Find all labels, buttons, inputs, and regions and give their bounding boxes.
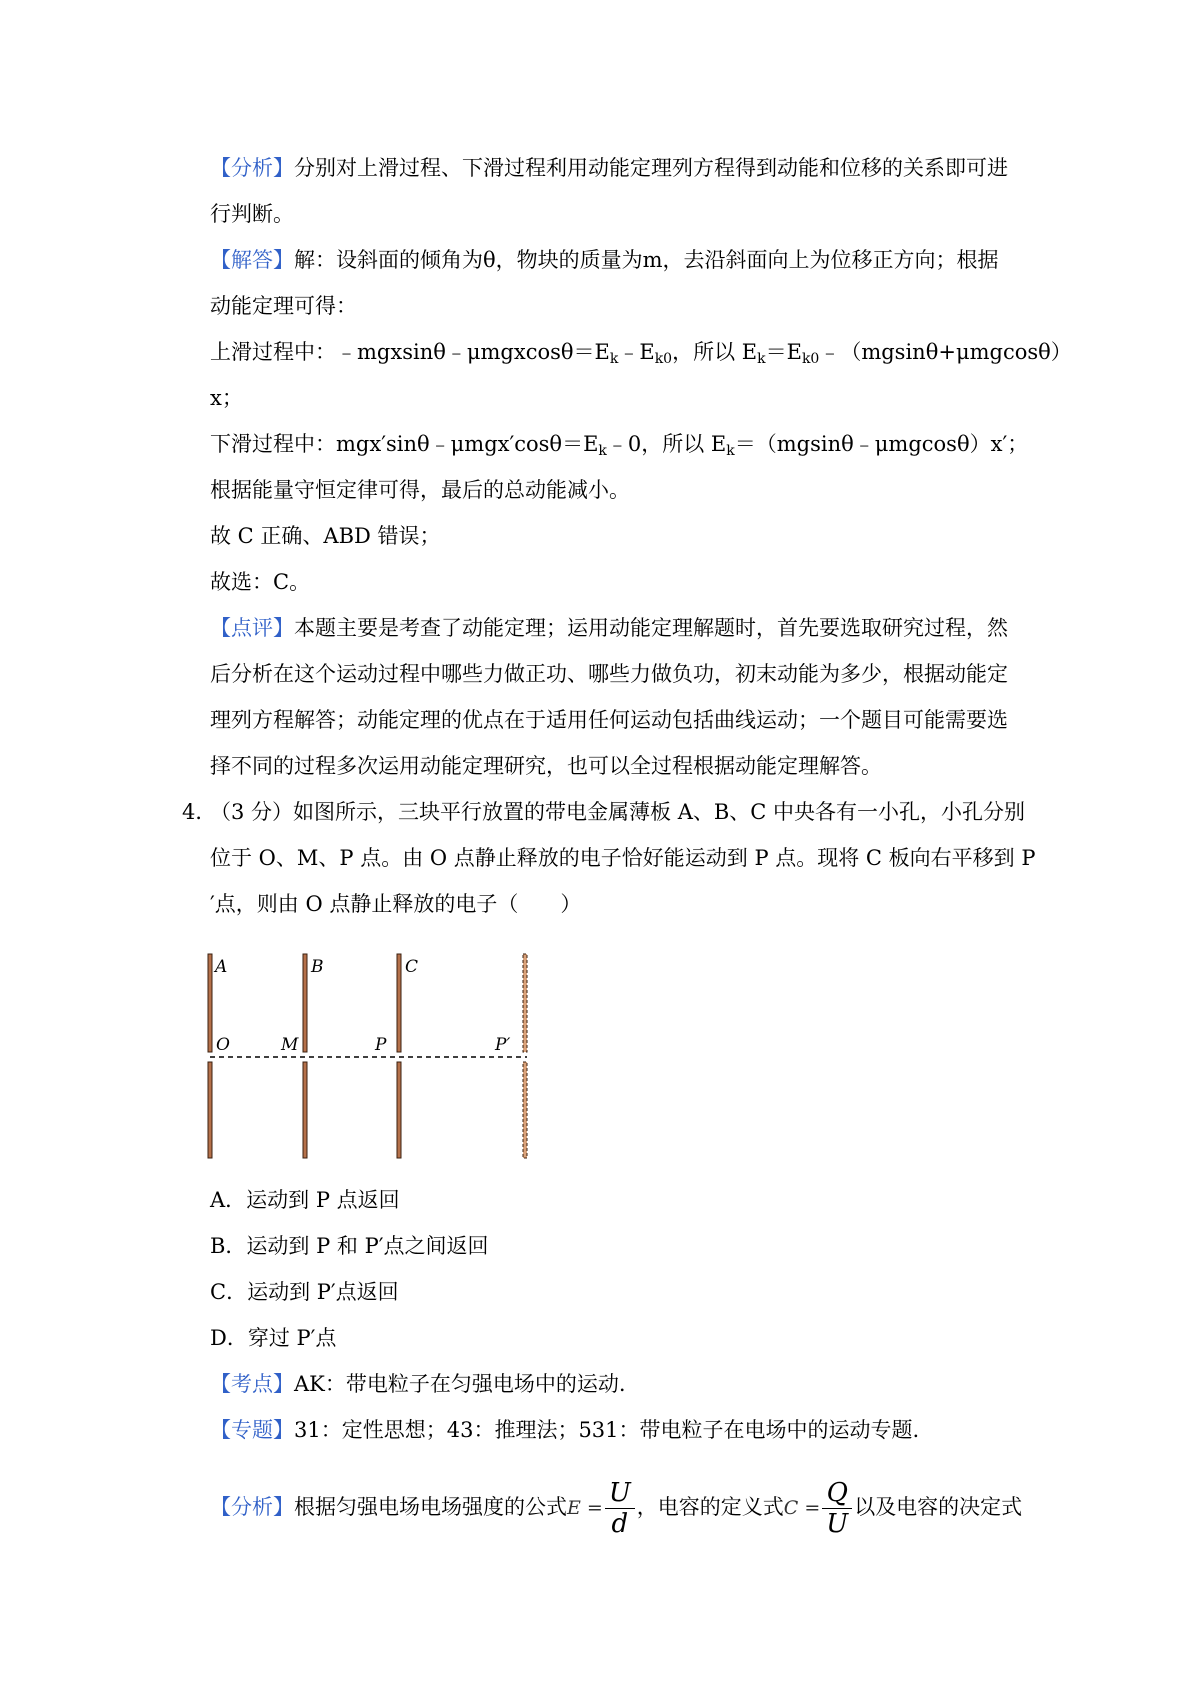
upslide-equation bbox=[210, 337, 1072, 367]
question-number: 4． bbox=[182, 800, 217, 824]
fraction-numerator: U bbox=[605, 1478, 635, 1509]
comment-line-2: 后分析在这个运动过程中哪些力做正功、哪些力做负功，初末动能为多少，根据动能定 bbox=[210, 662, 1008, 686]
fraction-denominator: d bbox=[611, 1509, 629, 1539]
option-c: C．运动到 P′点返回 bbox=[210, 1280, 399, 1304]
question-line-1 bbox=[182, 797, 1026, 827]
plate-label-b: B bbox=[311, 957, 324, 977]
answer-line-1 bbox=[210, 245, 1020, 275]
subscript: k0 bbox=[801, 351, 820, 367]
answer-line-2: 动能定理可得： bbox=[210, 294, 357, 318]
conclusion-line: 故 C 正确、ABD 错误； bbox=[210, 524, 441, 548]
zhuanti-tag: 【专题】 bbox=[210, 1418, 294, 1442]
fenxi-text-3: 以及电容的决定式 bbox=[854, 1495, 1023, 1519]
option-a: A．运动到 P 点返回 bbox=[210, 1188, 400, 1212]
choice-line: 故选：C。 bbox=[210, 570, 311, 594]
analysis-line-2: 行判断。 bbox=[210, 202, 294, 226]
upslide-equation-cont: x； bbox=[210, 386, 243, 410]
plate-a bbox=[208, 954, 212, 1158]
zhuanti-line bbox=[210, 1415, 1020, 1445]
eq-part: ＝E bbox=[765, 340, 802, 364]
hole-label-m: M bbox=[281, 1035, 299, 1055]
fenxi-tag: 【分析】 bbox=[210, 1495, 294, 1519]
parallel-plates-figure bbox=[205, 952, 531, 1160]
plate-label-a: A bbox=[215, 957, 228, 977]
fenxi-text-2: ，电容的定义式 bbox=[636, 1495, 784, 1519]
eq-part: ﹣0，所以 E bbox=[606, 432, 727, 456]
fraction-denominator: U bbox=[826, 1509, 849, 1539]
comment-line-4: 择不同的过程多次运用动能定理研究，也可以全过程根据动能定理解答。 bbox=[210, 754, 882, 778]
question-line-3: ′点，则由 O 点静止释放的电子（ ） bbox=[210, 892, 582, 916]
analysis-line-1 bbox=[210, 153, 1020, 183]
kaodian-line bbox=[210, 1369, 1020, 1399]
fenxi-text-1: 根据匀强电场电场强度的公式 bbox=[294, 1495, 567, 1519]
comment-line-1 bbox=[210, 613, 1020, 643]
eq-part: ﹣（mgsinθ+μmgcosθ） bbox=[819, 340, 1072, 364]
question-text: （3 分）如图所示，三块平行放置的带电金属薄板 A、B、C 中央各有一小孔，小孔分别 bbox=[210, 800, 1026, 824]
subscript: k bbox=[609, 351, 619, 367]
analysis-text: 分别对上滑过程、下滑过程利用动能定理列方程得到动能和位移的关系即可进 bbox=[294, 156, 1008, 180]
formula-c-lhs: C = bbox=[783, 1497, 821, 1519]
subscript: k bbox=[757, 351, 766, 367]
option-d: D．穿过 P′点 bbox=[210, 1326, 337, 1350]
hole-label-o: O bbox=[216, 1035, 230, 1055]
subscript: k bbox=[598, 443, 607, 459]
eq-part: ﹣E bbox=[618, 340, 655, 364]
answer-text: 解：设斜面的倾角为θ，物块的质量为m，去沿斜面向上为位移正方向；根据 bbox=[294, 248, 999, 272]
subscript: k bbox=[726, 443, 735, 459]
downslide-equation bbox=[210, 429, 1029, 459]
plate-c-shifted bbox=[523, 954, 527, 1158]
eq-part: 下滑过程中：mgx′sinθ﹣μmgx′cosθ＝E bbox=[210, 432, 599, 456]
hole-label-p: P bbox=[375, 1035, 387, 1055]
hole-label-p-prime: P′ bbox=[495, 1035, 511, 1055]
comment-text: 本题主要是考查了动能定理；运用动能定理解题时，首先要选取研究过程，然 bbox=[294, 616, 1008, 640]
fraction-q-over-u bbox=[822, 1478, 852, 1539]
subscript: k0 bbox=[654, 351, 673, 367]
comment-line-3: 理列方程解答；动能定理的优点在于适用任何运动包括曲线运动；一个题目可能需要选 bbox=[210, 708, 1008, 732]
zhuanti-text: 31：定性思想；43：推理法；531：带电粒子在电场中的运动专题. bbox=[294, 1418, 920, 1442]
energy-conservation-line: 根据能量守恒定律可得，最后的总动能减小。 bbox=[210, 478, 630, 502]
comment-tag: 【点评】 bbox=[210, 616, 294, 640]
eq-part: ，所以 E bbox=[672, 340, 758, 364]
analysis-formula-line bbox=[210, 1472, 1023, 1543]
question-line-2: 位于 O、M、P 点。由 O 点静止释放的电子恰好能运动到 P 点。现将 C 板向右平移到 P bbox=[210, 846, 1036, 870]
plate-b bbox=[303, 954, 307, 1158]
eq-part: 上滑过程中：﹣mgxsinθ﹣μmgxcosθ＝E bbox=[210, 340, 610, 364]
fraction-numerator: Q bbox=[822, 1478, 852, 1509]
kaodian-text: AK：带电粒子在匀强电场中的运动. bbox=[294, 1372, 626, 1396]
fraction-u-over-d bbox=[605, 1478, 635, 1539]
formula-e-lhs: E = bbox=[567, 1497, 603, 1519]
answer-tag: 【解答】 bbox=[210, 248, 294, 272]
option-b: B．运动到 P 和 P′点之间返回 bbox=[210, 1234, 489, 1258]
plate-label-c: C bbox=[405, 957, 419, 977]
plate-c bbox=[397, 954, 401, 1158]
analysis-tag: 【分析】 bbox=[210, 156, 294, 180]
kaodian-tag: 【考点】 bbox=[210, 1372, 294, 1396]
eq-part: ＝（mgsinθ﹣μmgcosθ）x′； bbox=[734, 432, 1029, 456]
